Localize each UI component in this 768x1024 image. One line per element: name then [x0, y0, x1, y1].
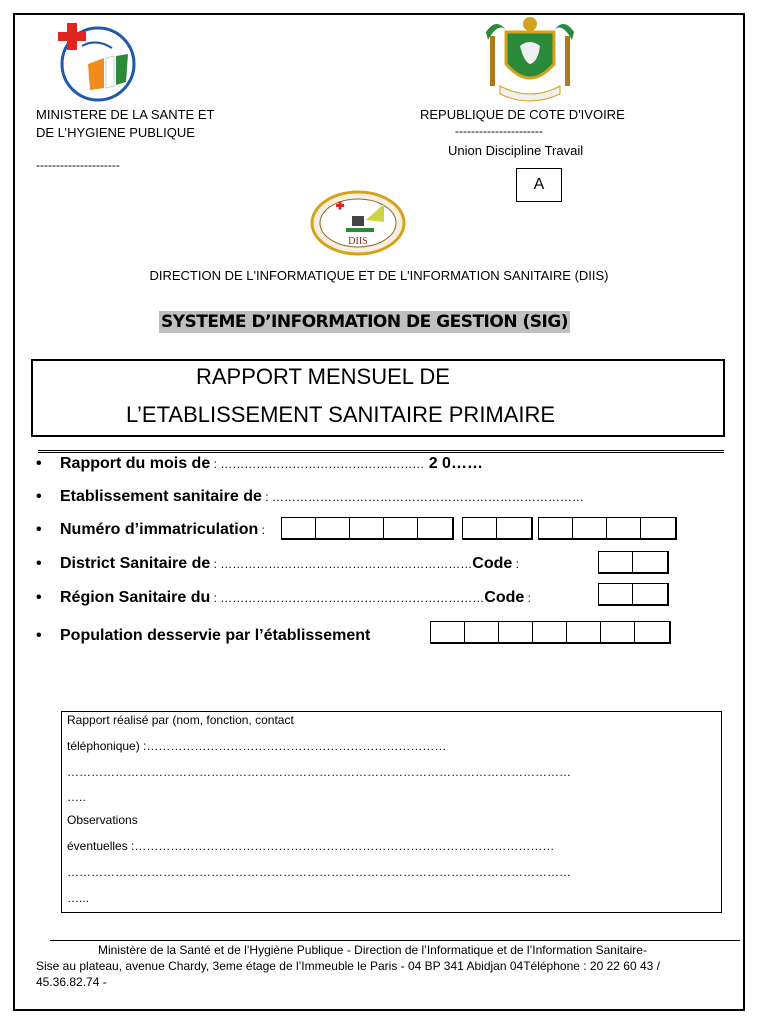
region-code-boxes[interactable]: [598, 583, 669, 606]
registration-label: Numéro d’immatriculation: [60, 521, 259, 538]
form-letter-box: A: [516, 168, 562, 202]
region-label: Région Sanitaire du: [60, 589, 211, 606]
bullet: •: [36, 627, 42, 644]
logo-arc: [82, 42, 112, 48]
contact-line-2[interactable]: téléphonique) :…………………………………………………………………: [67, 739, 447, 753]
sig-title: SYSTEME D’INFORMATION DE GESTION (SIG): [161, 312, 569, 332]
desk: [346, 228, 374, 232]
observations-line-1[interactable]: éventuelles :……………………………………………………………………………………………: [67, 839, 555, 853]
observations-line-2[interactable]: ………………………………………………………………………………………………………………: [67, 865, 571, 879]
registration-boxes-2[interactable]: [462, 517, 533, 540]
footer-line-3: 45.36.82.74 -: [36, 975, 107, 989]
report-title-line-2: L’ETABLISSEMENT SANITAIRE PRIMAIRE: [126, 402, 556, 427]
palm-trunk-left: [490, 36, 495, 86]
ministry-logo: [52, 18, 142, 106]
footer-line-2: Sise au plateau, avenue Chardy, 3eme étage de l’Immeuble le Paris - 04 BP 341 Abidjan 04Téléphone : 20 22 60 43 /: [36, 959, 660, 973]
flag-orange: [88, 58, 104, 90]
separator-line: [38, 450, 724, 451]
district-code-colon: :: [512, 557, 519, 571]
district-dots[interactable]: : ………………………………………………………: [210, 557, 473, 571]
contact-line-3[interactable]: ………………………………………………………………………………………………………………: [67, 765, 571, 779]
registration-boxes-3[interactable]: [538, 517, 677, 540]
motto: Union Discipline Travail: [448, 143, 584, 158]
republic-name: REPUBLIQUE DE COTE D'IVOIRE: [420, 107, 625, 122]
observations-label: Observations: [67, 813, 138, 827]
flag-green: [116, 54, 128, 85]
coat-of-arms: [476, 12, 584, 104]
palm-left: [486, 24, 506, 40]
red-cross-v: [67, 23, 77, 50]
region-dots[interactable]: : …………………………………………………………: [210, 591, 485, 605]
facility-label: Etablissement sanitaire de: [60, 488, 262, 505]
bullet: •: [36, 455, 42, 472]
diis-cross-v: [339, 202, 342, 210]
flag-white: [106, 56, 114, 88]
ministry-line-2: DE L’HYGIENE PUBLIQUE: [36, 125, 195, 140]
report-title-line-1: RAPPORT MENSUEL DE: [196, 364, 450, 389]
footer-line: [50, 940, 740, 941]
field-region[interactable]: [36, 589, 531, 607]
computer-icon: [352, 216, 364, 226]
bullet: •: [36, 589, 42, 606]
diis-logo-text: DIIS: [348, 236, 368, 247]
contact-line-1: Rapport réalisé par (nom, fonction, contact: [67, 713, 294, 727]
field-month[interactable]: [36, 455, 483, 473]
district-label: District Sanitaire de: [60, 555, 211, 572]
month-colon: :: [210, 457, 221, 471]
diis-logo: [310, 190, 406, 256]
facility-dots[interactable]: : ……………………………………………………………………: [261, 490, 584, 504]
field-district[interactable]: [36, 555, 519, 573]
ministry-dash: ---------------------: [36, 158, 120, 172]
field-facility[interactable]: [36, 488, 584, 506]
registration-boxes-1[interactable]: [281, 517, 454, 540]
palm-trunk-right: [565, 36, 570, 86]
region-code-label: Code: [484, 589, 525, 606]
bullet: •: [36, 521, 42, 538]
registration-colon: :: [258, 523, 265, 537]
direction-title: DIRECTION DE L'INFORMATIQUE ET DE L'INFORMATION SANITAIRE (DIIS): [149, 268, 609, 283]
contact-line-4[interactable]: …..: [67, 790, 86, 804]
month-dots[interactable]: ……………………………………………: [220, 457, 425, 471]
district-code-label: Code: [472, 555, 513, 572]
footer: [36, 942, 736, 990]
field-registration[interactable]: [36, 521, 265, 539]
ministry-name: [36, 106, 214, 142]
bullet: •: [36, 488, 42, 505]
bullet: •: [36, 555, 42, 572]
population-boxes[interactable]: [430, 621, 671, 644]
month-year: 2 0……: [424, 455, 483, 472]
ministry-line-1: MINISTERE DE LA SANTE ET: [36, 107, 215, 122]
footer-line-1: Ministère de la Santé et de l’Hygiène Publique - Direction de l’Informatique et de l’Information Sanitaire-: [98, 943, 647, 957]
month-label: Rapport du mois de: [60, 455, 211, 472]
field-population[interactable]: [36, 627, 370, 645]
region-code-colon: :: [524, 591, 531, 605]
palm-right: [554, 24, 574, 40]
republic-dash: ----------------------: [455, 124, 543, 138]
banner: [500, 86, 560, 101]
population-label: Population desservie par l’établissement: [60, 627, 371, 644]
district-code-boxes[interactable]: [598, 551, 669, 574]
separator-line: [38, 452, 724, 453]
sun: [523, 17, 537, 31]
observations-line-3[interactable]: …...: [67, 891, 90, 905]
